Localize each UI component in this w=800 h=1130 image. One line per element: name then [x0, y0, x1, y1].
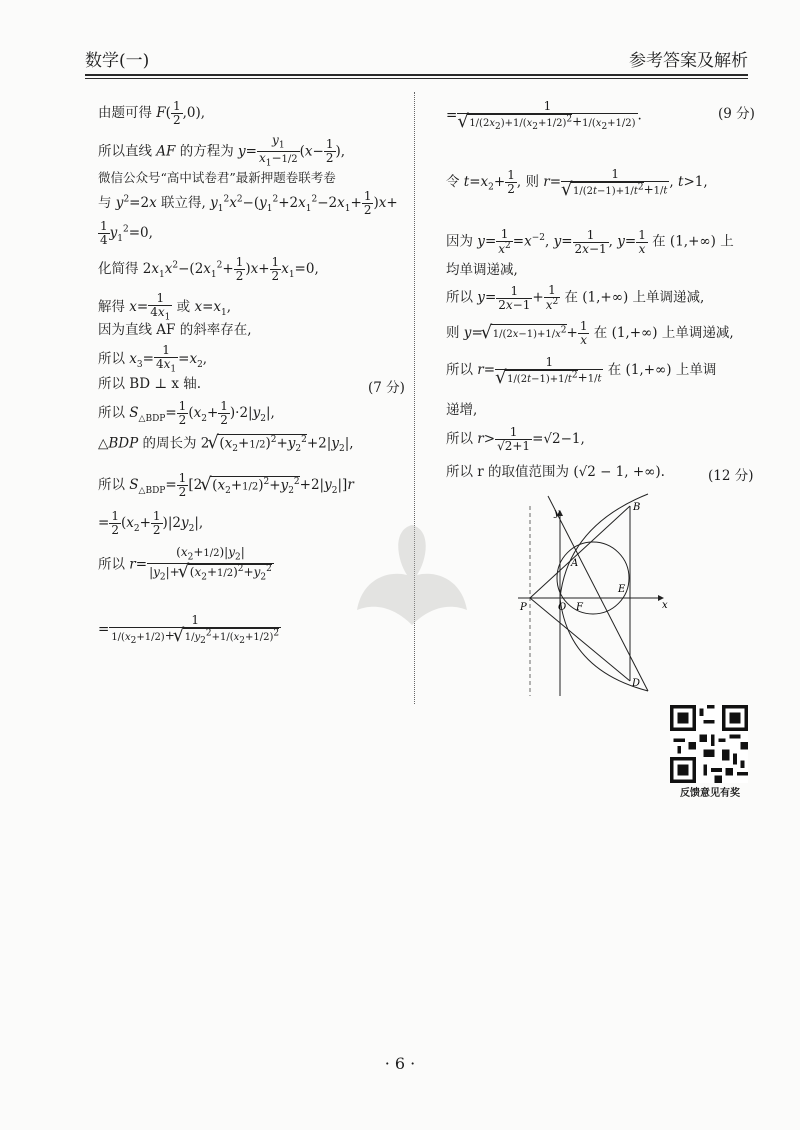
subject-title: 数学(一): [85, 51, 150, 71]
watermark-logo: [352, 520, 472, 630]
label-b: B: [633, 502, 641, 513]
line-area-r: 所以 $S_{\triangle BDP}=$ $\frac{1}{2}$ [2√ $(x_2+1/2)^2+y_2^2+2|y_2|]r$: [98, 472, 354, 499]
line-focus: 由题可得 F( $\frac{1}{2}$ ,0),: [98, 99, 206, 128]
qr-code[interactable]: [670, 705, 748, 783]
line-simplify: 化简得 $2x_1x^2-(2x_1^2+$ $\frac{1}{2}$ )x+ $\frac{1}{2}$ $x_1=0$,: [98, 255, 319, 284]
label-f: F: [576, 602, 583, 613]
score-9: (9 分): [718, 106, 755, 122]
line-area-eq: = $\frac{1}{2}$ ($x_2+$ $\frac{1}{2}$ )$|2y_2|$,: [98, 509, 204, 538]
line-monotone-1: 因为 y= $\frac{1}{x^2}$ $=x^{-2}$, y= $\frac{1}{2x-1}$ , y= $\frac{1}{x}$ 在 (1,+∞) 上: [446, 227, 734, 257]
line-perimeter: △BDP 的周长为 2√ $(x_2+1/2)^2+y_2^2+2|y_2|$,: [98, 434, 354, 455]
parabola: [560, 494, 648, 691]
line-substitute-t: 令 $t=x_2+$ $\frac{1}{2}$ , 则 r= 1 √ $1/(2t-1)+1/t^2+1/t$ , t>1,: [446, 168, 708, 197]
header-rule-thin: [85, 78, 748, 79]
segment-pb: [530, 506, 630, 598]
label-p: P: [520, 602, 527, 613]
page-number: · 6 ·: [384, 1054, 416, 1073]
incircle: [557, 542, 629, 614]
line-monotone-2: 所以 y= $\frac{1}{2x-1}$ + $\frac{1}{x^2}$ 在 (1,+∞) 上单调递减,: [446, 283, 705, 313]
qr-caption: 反馈意见有奖: [680, 788, 740, 799]
score-7: (7 分): [368, 380, 405, 396]
line-r-bound: 所以 r> $\frac{1}{√2+1}$ =√2−1,: [446, 425, 585, 454]
line-area: 所以 $S_{\triangle BDP}=$ $\frac{1}{2}$ ($x_2+$ $\frac{1}{2}$ )$\cdot 2|y_2|$,: [98, 399, 275, 428]
line-r-simplified: = 1 √ $1/(2x_2)+1/(x_2+1/2)^2+1/(x_2+1/2)$ .: [446, 100, 642, 132]
label-o: O: [558, 602, 567, 613]
geometry-figure: [508, 486, 672, 700]
label-x: x: [662, 600, 668, 611]
line-r-range: 所以 r 的取值范围为 (√2 − 1, +∞).: [446, 464, 665, 480]
line-slope: 因为直线 AF 的斜率存在,: [98, 322, 252, 338]
line-monotone-3: 则 y=√ $1/(2x-1)+1/x^2+$ $\frac{1}{x}$ 在 (1,+∞) 上单调递减,: [446, 320, 734, 347]
line-combine: 与 $y^2=2x$ 联立得, $y_1^2x^2-(y_1^2+2x_1^2-2x_1+$ $\frac{1}{2}$ )x+: [98, 189, 398, 218]
line-af-equation: 所以直线 AF 的方程为 y= $\frac{y_1}{x_1-1/2}$ (x− $\frac{1}{2}$ ),: [98, 133, 346, 169]
score-12: (12 分): [708, 468, 754, 484]
page-header: [85, 42, 748, 72]
label-d: D: [632, 678, 641, 689]
line-decreasing: 均单调递减,: [446, 262, 518, 278]
line-r-expr: 所以 r= $\frac{(x_2+1/2)|y_2|}{|y_2|+√ (x_2+1/2)^2+y_2^2}$: [98, 546, 274, 584]
line-solve: 解得 x= $\frac{1}{4x_1}$ 或 $x=x_1$,: [98, 291, 232, 323]
line-increasing: 递增,: [446, 402, 478, 418]
line-r-expr-2: = $\frac{1}{1/(x_2+1/2)+√ 1/y_2^2+1/(x_2+1/2)^2}$: [98, 614, 281, 646]
section-title: 参考答案及解析: [629, 51, 748, 71]
line-combine-2: $\frac{1}{4}$ $y_1^2=0$,: [100, 219, 153, 248]
label-a: A: [571, 558, 579, 569]
label-y: y: [554, 508, 560, 519]
line-wechat-note: 微信公众号“高中试卷君”最新押题卷联考卷: [98, 170, 336, 185]
line-r-increasing: 所以 r= 1 √ $1/(2t-1)+1/t^2+1/t$ 在 (1,+∞) 上单调: [446, 356, 716, 385]
label-e: E: [618, 584, 626, 595]
line-af: [548, 496, 648, 691]
line-bd-perp: 所以 BD ⊥ x 轴.: [98, 376, 202, 392]
line-x3: 所以 $x_3=$ $\frac{1}{4x_1}$ $=x_2$,: [98, 343, 208, 375]
header-rule-thick: [85, 74, 748, 76]
